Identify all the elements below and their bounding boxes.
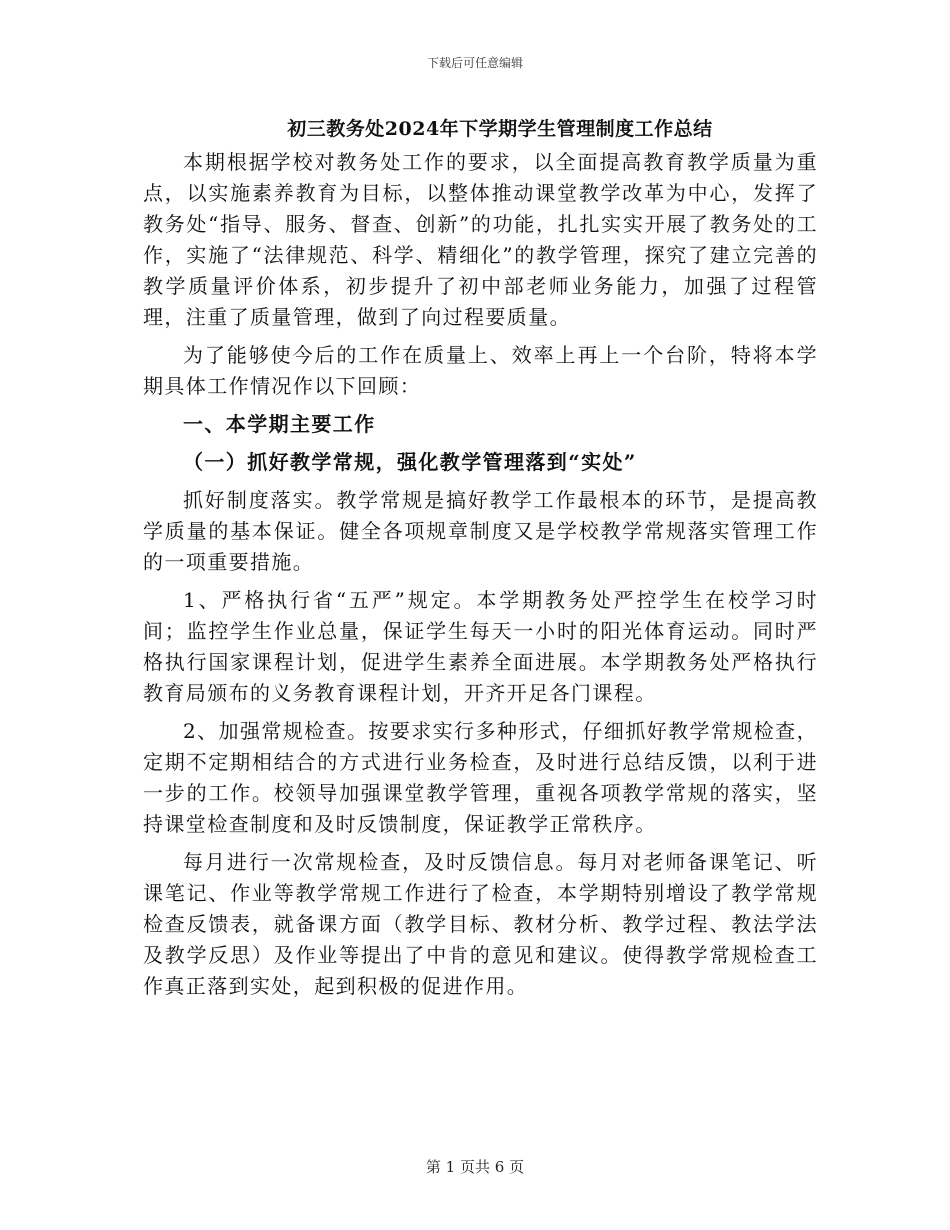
paragraph-item-2: 2、加强常规检查。按要求实行多种形式，仔细抓好教学常规检查，定期不定期相结合的方式进行业务检查，及时进行总结反馈，以利于进一步的工作。校领导加强课堂教学管理，重视各项教学常规的落实，坚持课堂检查制度和及时反馈制度，保证教学正常秩序。	[143, 719, 818, 836]
paragraph-monthly-check: 每月进行一次常规检查，及时反馈信息。每月对老师备课笔记、听课笔记、作业等教学常规工作进行了检查，本学期特别增设了教学常规检查反馈表，就备课方面（教学目标、教材分析、教学过程、教法学法及教学反思）及作业等提出了中肯的意见和建议。使得教学常规检查工作真正落到实处，起到积极的促进作用。	[143, 850, 818, 998]
paragraph-item-1: 1、严格执行省“五严”规定。本学期教务处严控学生在校学习时间；监控学生作业总量，保证学生每天一小时的阳光体育运动。同时严格执行国家课程计划，促进学生素养全面进展。本学期教务处严格执行教育局颁布的义务教育课程计划，开齐开足各门课程。	[143, 588, 818, 705]
paragraph-purpose: 为了能够使今后的工作在质量上、效率上再上一个台阶，特将本学期具体工作情况作以下回顾：	[143, 343, 818, 398]
page-header-note: 下载后可任意编辑	[426, 56, 523, 70]
document-body	[143, 147, 818, 1009]
subsection-heading-teaching-routine: （一）抓好教学常规，强化教学管理落到“实处”	[183, 450, 637, 474]
paragraph-system-implementation: 抓好制度落实。教学常规是搞好教学工作最根本的环节，是提高教学质量的基本保证。健全各项规章制度又是学校教学常规落实管理工作的一项重要措施。	[143, 488, 818, 574]
document-title: 初三教务处2024年下学期学生管理制度工作总结	[287, 118, 713, 140]
section-heading-main-work: 一、本学期主要工作	[183, 412, 376, 436]
page-footer-note: 第 1 页共 6 页	[425, 1158, 525, 1176]
paragraph-intro: 本期根据学校对教务处工作的要求，以全面提高教育教学质量为重点，以实施素养教育为目标，以整体推动课堂教学改革为中心，发挥了教务处“指导、服务、督查、创新”的功能，扎扎实实开展了教务处的工作，实施了“法律规范、科学、精细化”的教学管理，探究了建立完善的教学质量评价体系，初步提升了初中部老师业务能力，加强了过程管理，注重了质量管理，做到了向过程要质量。	[143, 150, 818, 329]
